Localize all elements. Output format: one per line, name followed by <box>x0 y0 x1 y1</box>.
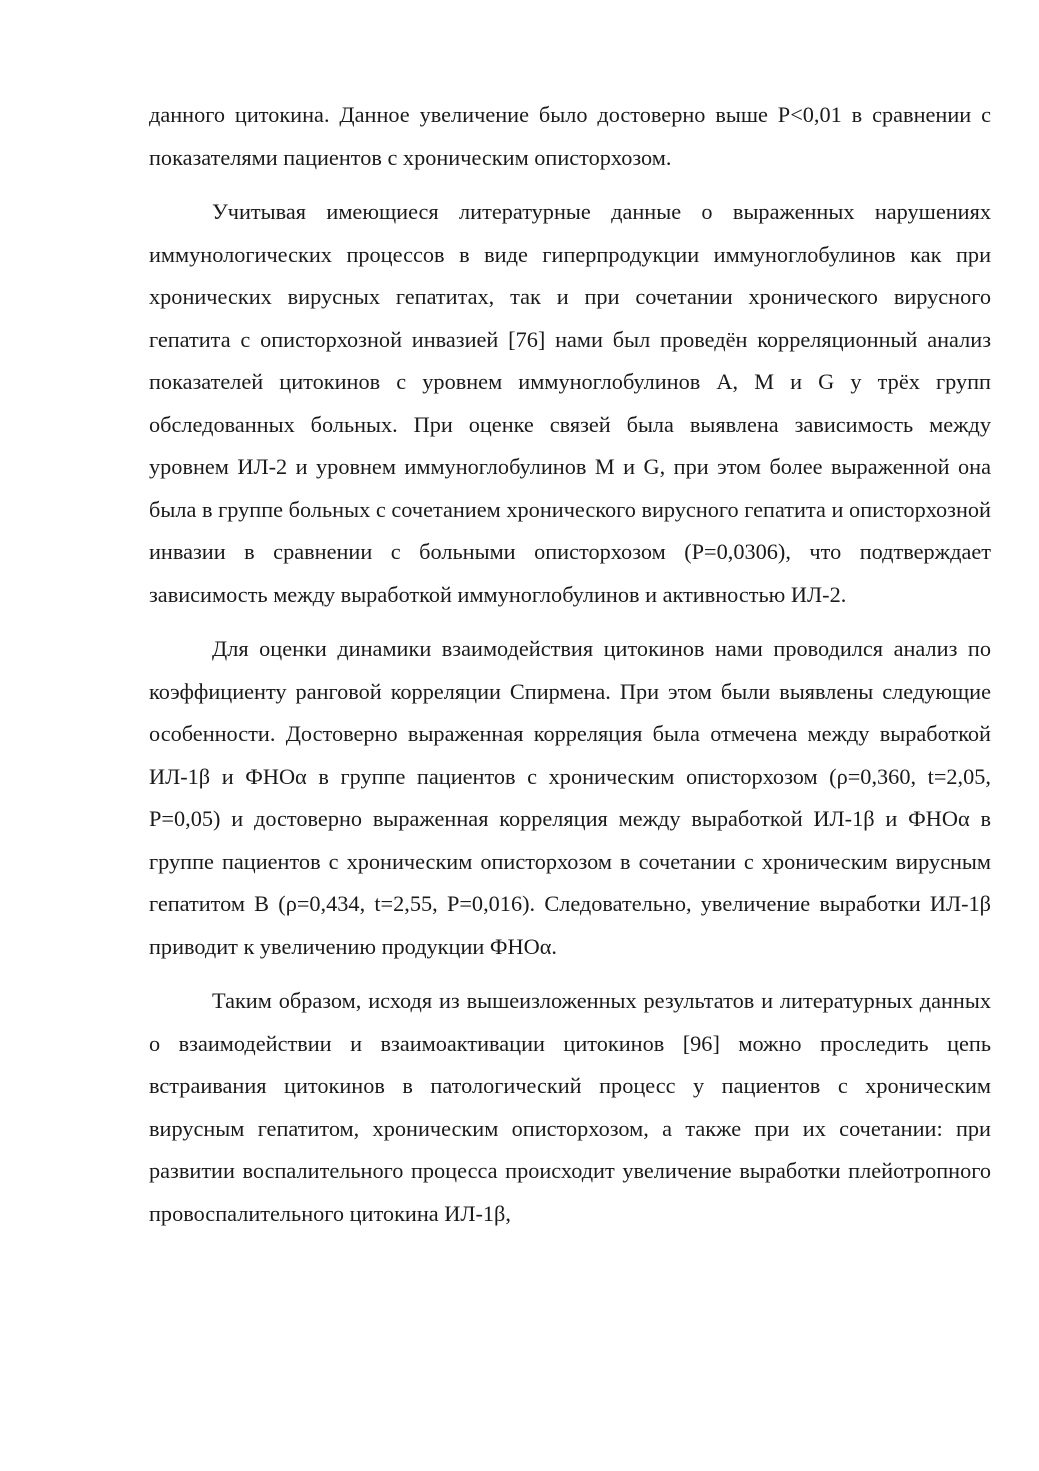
document-page <box>149 94 991 1235</box>
paragraph-1: данного цитокина. Данное увеличение было достоверно выше P<0,01 в сравнении с показателями пациентов с хроническим описторхозом. <box>149 102 991 170</box>
paragraph-3: Для оценки динамики взаимодействия цитокинов нами проводился анализ по коэффициенту ранговой корреляции Спирмена. При этом были выявлены следующие особенности. Достоверно выраженная корреляция была отмечена между выработкой ИЛ-1β и ФНОα в группе пациентов с хроническим описторхозом (ρ=0,360, t=2,05, P=0,05) и достоверно выраженная корреляция между выработкой ИЛ-1β и ФНОα в группе пациентов с хроническим описторхозом в сочетании с хроническим вирусным гепатитом B (ρ=0,434, t=2,55, P=0,016). Следовательно, увеличение выработки ИЛ-1β приводит к увеличению продукции ФНОα. <box>149 636 991 959</box>
paragraph-2: Учитывая имеющиеся литературные данные о выраженных нарушениях иммунологических процессов в виде гиперпродукции иммуноглобулинов как при хронических вирусных гепатитах, так и при сочетании хронического вирусного гепатита с описторхозной инвазией [76] нами был проведён корреляционный анализ показателей цитокинов с уровнем иммуноглобулинов A, M и G у трёх групп обследованных больных. При оценке связей была выявлена зависимость между уровнем ИЛ-2 и уровнем иммуноглобулинов M и G, при этом более выраженной она была в группе больных с сочетанием хронического вирусного гепатита и описторхозной инвазии в сравнении с больными описторхозом (P=0,0306), что подтверждает зависимость между выработкой иммуноглобулинов и активностью ИЛ-2. <box>149 199 991 607</box>
paragraph-4: Таким образом, исходя из вышеизложенных результатов и литературных данных о взаимодействии и взаимоактивации цитокинов [96] можно проследить цепь встраивания цитокинов в патологический процесс у пациентов с хроническим вирусным гепатитом, хроническим описторхозом, а также при их сочетании: при развитии воспалительного процесса происходит увеличение выработки плейотропного провоспалительного цитокина ИЛ-1β, <box>149 988 991 1226</box>
